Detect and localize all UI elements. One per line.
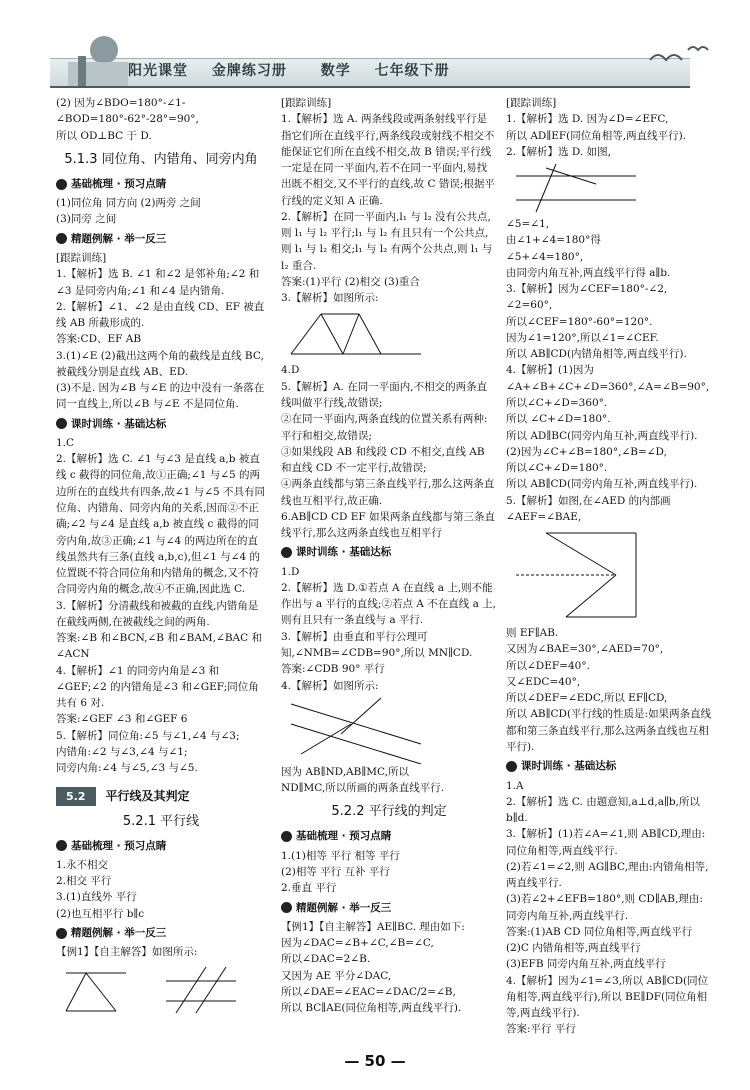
text-line: 1.(1)相等 平行 相等 平行 — [281, 849, 400, 862]
text-line: (3)EFB 同旁内角互补,两直线平行 — [506, 958, 666, 971]
text-line: (2)若∠1=∠2,则 AG∥BC,理由:内错角相等,两直线平行. — [506, 860, 709, 890]
text-line: (1)同位角 同方向 (2)两旁 之间 — [56, 197, 201, 210]
text-line: 4.【解析】(1)因为∠A+∠B+∠C+∠D=360°,∠A=∠B=90°, — [506, 364, 710, 393]
text-line: [跟踪训练] — [56, 252, 107, 264]
text-line: 2.【解析】选 D.①若点 A 在直线 a 上,则不能作出与 a 平行的直线;②若点 A 不在直线 a 上,则有且只有一条直线与 a 平行. — [281, 581, 497, 627]
section-banner-label: 精题例解 · 举一反三 — [71, 232, 167, 245]
text-line: 则 EF∥AB. — [506, 627, 559, 640]
section-banner — [281, 544, 497, 560]
section-bullet-icon — [56, 179, 67, 190]
text-line: 4.【解析】如图所示: — [281, 679, 379, 692]
text-line: 3.(1)∠E (2)截出这两个角的截线是直线 BC,被截线分别是直线 AB、ED. — [56, 349, 264, 378]
text-line: 2.【解析】∠1、∠2 是由直线 CD、EF 被直线 AB 所截形成的. — [56, 300, 265, 330]
text-line: 所以 BC∥AE(同位角相等,两直线平行). — [281, 1002, 462, 1015]
section-bullet-icon — [56, 928, 67, 939]
subject-label: 数学 — [320, 63, 351, 79]
text-line: 2.【解析】选 D. 如图, — [506, 145, 611, 158]
chapter-title: 平行线及其判定 — [105, 788, 190, 803]
section-banner-label: 基础梳理 · 预习点睛 — [71, 839, 167, 852]
text-line: (2)因为∠C+∠B=180°,∠B=∠D, — [506, 445, 667, 458]
text-line: ③如果线段 AB 和线段 CD 不相交,直线 AB 和直线 CD 不一定平行,故错误; — [281, 445, 485, 475]
text-line: [跟踪训练] — [281, 97, 332, 109]
figure — [281, 694, 497, 764]
text-line: 答案:∠GEF ∠3 和∠GEF 6 — [56, 713, 188, 726]
text-line: ④两条直线都与第三条直线平行,那么这两条直线也互相平行,故正确. — [281, 478, 495, 507]
text-line: 由同旁内角互补,两直线平行得 a∥b. — [506, 266, 671, 279]
figure-parallel-lines — [281, 694, 431, 764]
text-line: ND∥MC,所以所画的两条直线平行. — [281, 782, 445, 795]
section-bullet-icon — [506, 761, 517, 772]
text-line: 3.【解析】因为∠CEF=180°-∠2, — [506, 283, 668, 296]
section-banner — [56, 231, 266, 247]
text-line: 5.【解析】如图,在∠AED 的内部画∠AEF=∠BAE, — [506, 494, 671, 523]
text-line: (2)C 内错角相等,两直线平行 — [506, 942, 641, 955]
text-line: 1.永不相交 — [56, 858, 109, 871]
text-line: 1.【解析】选 D. 因为∠D=∠EFC, — [506, 113, 669, 126]
section-heading: 5.2.1 平行线 — [122, 813, 200, 829]
text-line: 2.【解析】选 C. 由题意知,a⊥d,a∥b,所以 b∥d. — [506, 795, 700, 825]
text-line: 3.【解析】(1)若∠A=∠1,则 AB∥CD,理由:同位角相等,两直线平行. — [506, 828, 706, 857]
text-line: 3.【解析】如图所示: — [281, 292, 379, 305]
section-heading: 5.1.3 同位角、内错角、同旁内角 — [64, 151, 258, 167]
figure-parallelogram — [281, 306, 431, 362]
text-line: 所以∠C+∠D=360°. — [506, 396, 608, 409]
page-header — [0, 0, 750, 92]
text-line: 1.【解析】选 A. 两条线段或两条射线平行是指它们所在直线平行,两条线段或射线不相交不能保证它们所在直线不相交,故 B 错误;平行线一定是在同一平面内,若不在同一平面内,易找出既不相交,又不平行的直线,故 C 错误;根据平行线的定义知 A 正确. — [281, 113, 495, 207]
section-bullet-icon — [56, 233, 67, 244]
figure — [506, 160, 712, 216]
text-line: 因为 AB∥ND,AB∥MC,所以 — [281, 765, 409, 778]
text-line: 2.【解析】选 C. ∠1 与∠3 是直线 a,b 被直线 c 截得的同位角,故①正确;∠1 与∠5 的两边所在的直线共有四条,故∠1 与∠5 不具有同位角、内错角、同旁内角的关系,因而②不正确;∠2 与∠4 是直线 a,b 被直线 c 截得的同旁内角,故③正确;∠1 与∠4 的两边所在的直线虽然共有三条(直线 a,b,c),但∠1 与∠4 的位置既不符合同位角和内错角的概念,又不符合同旁内角的概念,故④不正确,因此选 C. — [56, 453, 265, 596]
section-banner-label: 课时训练 · 基础达标 — [521, 760, 617, 773]
section-bullet-icon — [281, 902, 292, 913]
section-bullet-icon — [281, 831, 292, 842]
section-banner — [281, 828, 497, 844]
text-line: 所以 AB∥CD(同旁内角互补,两直线平行). — [506, 478, 698, 491]
text-line: 5.【解析】A. 在同一平面内,不相交的两条直线叫做平行线,故错误; — [281, 380, 488, 409]
text-line: (3)同旁 之间 — [56, 213, 117, 226]
text-line: 由∠1+∠4=180°得 — [506, 234, 601, 247]
section-banner — [506, 758, 712, 774]
birds-icon — [640, 40, 720, 80]
grade-label: 七年级下册 — [374, 63, 450, 79]
text-line: 5.【解析】同位角:∠5 与∠1,∠4 与∠3; — [56, 729, 240, 742]
text-line: 所以 AD∥EF(同位角相等,两直线平行). — [506, 129, 687, 142]
text-line: 内错角:∠2 与∠3,∠4 与∠1; — [56, 745, 188, 758]
text-line: 3.(1)直线外 平行 — [56, 891, 137, 904]
section-banner — [56, 838, 266, 854]
text-line: (2)相等 平行 互补 平行 — [281, 865, 390, 878]
page-number: — 50 — — [344, 1052, 406, 1070]
text-line: 所以∠DEF=∠EDC,所以 EF∥CD, — [506, 692, 668, 705]
text-line: 因为∠1=120°,所以∠1=∠CEF. — [506, 331, 659, 344]
text-line: 答案:∠CDB 90° 平行 — [281, 663, 385, 676]
column-3 — [506, 95, 712, 1038]
figure-abcdef — [506, 525, 656, 625]
text-line: 所以 AB∥CD(平行线的性质是:如果两条直线都和第三条直线平行,那么这两条直线也互相平行). — [506, 708, 712, 753]
text-line: 又∠EDC=40°, — [506, 675, 581, 688]
brand-label: 阳光课堂 — [128, 63, 188, 79]
text-line: 所以 AD∥BC(同旁内角互补,两直线平行). — [506, 429, 698, 442]
text-line: 所以 ∠C+∠D=180°. — [506, 413, 611, 426]
figure — [506, 525, 712, 625]
text-line: 2.【解析】在同一平面内,l₁ 与 l₂ 没有公共点,则 l₁ 与 l₂ 平行;l₁ 与 l₂ 有且只有一个公共点,则 l₁ 与 l₂ 相交;l₁ 与 l₂ 有两个公共点,则 l₁ 与 l₂ 重合. — [281, 210, 493, 272]
text-line: 所以∠CEF=180°-60°=120°. — [506, 315, 653, 328]
text-line: 【例1】【自主解答】如图所示: — [56, 946, 198, 959]
text-line: 同旁内角:∠4 与∠5,∠3 与∠5. — [56, 762, 198, 775]
text-line: 答案:(1)平行 (2)相交 (3)重合 — [281, 275, 420, 288]
text-line: (2)也互相平行 b∥c — [56, 907, 145, 920]
section-banner-label: 课时训练 · 基础达标 — [71, 417, 167, 430]
text-line: ∠5=∠1, — [506, 218, 550, 231]
section-banner-label: 课时训练 · 基础达标 — [296, 546, 392, 559]
column-2 — [281, 95, 497, 1016]
text-line: 答案:∠B 和∠BCN,∠B 和∠BAM,∠BAC 和∠ACN — [56, 632, 262, 661]
section-banner — [281, 900, 497, 916]
text-line: ②在同一平面内,两条直线的位置关系有两种:平行和相交,故错误; — [281, 413, 488, 442]
chapter-banner — [56, 787, 266, 806]
text-line: ∠5+∠4=180°, — [506, 250, 584, 263]
header-title — [128, 61, 468, 83]
section-bullet-icon — [281, 547, 292, 558]
text-line: 所以 OD⊥BC 于 D. — [56, 129, 152, 142]
text-line: 答案:平行 平行 — [506, 1023, 576, 1036]
figure-example — [56, 961, 266, 1021]
text-line: 因为∠DAC=∠B+∠C,∠B=∠C, — [281, 937, 434, 950]
text-line: 所以 AB∥CD(内错角相等,两直线平行). — [506, 348, 687, 361]
text-line: 3.【解析】由垂直和平行公理可知,∠NMB=∠CDB=90°,所以 MN∥CD. — [281, 630, 473, 659]
section-bullet-icon — [56, 840, 67, 851]
section-bullet-icon — [56, 418, 67, 429]
section-banner-label: 基础梳理 · 预习点睛 — [296, 830, 392, 843]
text-line: 答案:CD、EF AB — [56, 333, 142, 346]
text-line: 1.A — [506, 779, 524, 792]
text-line: 2.相交 平行 — [56, 875, 112, 888]
text-line: 2.垂直 平行 — [281, 882, 337, 895]
text-line: ∠2=60°, — [506, 299, 553, 312]
text-line: 3.【解析】分清截线和被截的直线,内错角是在截线两侧,在被截线之间的两角. — [56, 599, 259, 628]
text-line: 4.【解析】∠1 的同旁内角是∠3 和∠GEF;∠2 的内错角是∠3 和∠GEF;同位角共有 6 对. — [56, 664, 259, 710]
section-banner — [56, 416, 266, 432]
text-line: 所以∠C+∠D=180°. — [506, 462, 608, 475]
text-line: 又因为 AE 平分∠DAC, — [281, 969, 392, 982]
section-banner — [56, 176, 266, 192]
text-line: [跟踪训练] — [506, 97, 557, 109]
text-line: (3)若∠2+∠EFB=180°,则 CD∥AB,理由:同旁内角互补,两直线平行. — [506, 893, 703, 922]
text-line: 【例1】【自主解答】AE∥BC. 理由如下: — [281, 920, 465, 933]
chapter-number: 5.2 — [56, 787, 96, 806]
section-banner-label: 基础梳理 · 预习点睛 — [71, 177, 167, 190]
text-line: (3)不是. 因为∠B 与∠E 的边中没有一条落在同一直线上,所以∠B 与∠E 不是同位角. — [56, 382, 265, 411]
text-line: 1.【解析】选 B. ∠1 和∠2 是邻补角;∠2 和∠3 是同旁内角;∠1 和∠4 是内错角. — [56, 268, 260, 297]
section-banner — [56, 925, 266, 941]
section-banner-label: 精题例解 · 举一反三 — [296, 901, 392, 914]
series-label: 金牌练习册 — [211, 63, 287, 79]
figure — [281, 306, 497, 362]
text-line: 1.D — [281, 565, 300, 578]
text-line: 所以∠DAC=2∠B. — [281, 953, 371, 966]
section-banner-label: 精题例解 · 举一反三 — [71, 927, 167, 940]
text-line: 6.AB∥CD CD EF 如果两条直线都与第三条直线平行,那么这两条直线也互相平行 — [281, 510, 496, 540]
text-line: 所以∠DAE=∠EAC=∠DAC/2=∠B, — [281, 985, 456, 998]
text-line: 4.D — [281, 364, 300, 377]
text-line: 4.【解析】因为∠1=∠3,所以 AB∥CD(同位角相等,两直线平行),所以 BE∥DF(同位角相等,两直线平行). — [506, 974, 709, 1020]
text-line: (2) 因为∠BDO=180°-∠1-∠BOD=180°-62°-28°=90°, — [56, 97, 199, 126]
text-line: 答案:(1)AB CD 同位角相等,两直线平行 — [506, 925, 693, 938]
section-heading: 5.2.2 平行线的判定 — [331, 804, 447, 820]
column-1 — [56, 95, 266, 1021]
figure-lines-ab — [506, 160, 646, 216]
header-decoration-icon — [58, 28, 138, 88]
text-line: 1.C — [56, 436, 75, 449]
text-line: 所以∠DEF=40°. — [506, 659, 590, 672]
text-line: 又因为∠BAE=30°,∠AED=70°, — [506, 643, 664, 656]
